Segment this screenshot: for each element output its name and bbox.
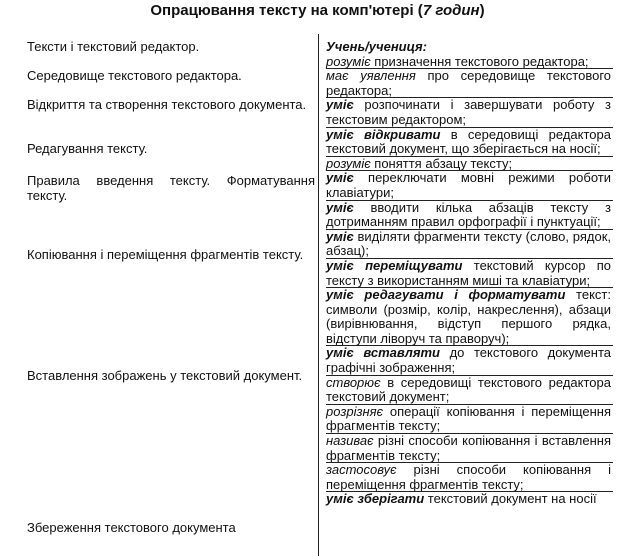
- title-text: Опрацювання тексту на комп'ютері (: [150, 2, 423, 19]
- topic-item: Правила введення тексту. Форматування тексту.: [27, 173, 315, 203]
- outcome-text: розпочинати і завершувати роботу з текстовим редактором;: [326, 97, 611, 127]
- outcome-text: в середовищі редактора текстовий документ, що зберігається на носії;: [326, 126, 611, 157]
- outcomes-column: [326, 40, 611, 507]
- outcome-text: про середовище текстового редактора;: [326, 68, 612, 98]
- outcome-item: [326, 128, 611, 157]
- outcome-item: [326, 463, 611, 492]
- outcome-verb: уміє переміщувати: [326, 257, 463, 273]
- outcome-verb: розуміє: [326, 155, 371, 171]
- topic-item: Відкриття та створення текстового документа.: [27, 97, 307, 112]
- topic-item: Середовище текстового редактора.: [27, 68, 242, 83]
- outcome-item: [326, 157, 611, 172]
- outcomes-header: Учень/учениця:: [326, 39, 428, 54]
- outcome-verb: уміє вставляти: [326, 345, 440, 361]
- outcome-item: [326, 69, 611, 98]
- outcome-verb: уміє редагувати і форматувати: [326, 287, 566, 303]
- outcome-item: [326, 201, 611, 230]
- outcome-item: [326, 98, 611, 127]
- outcome-item: [326, 492, 611, 507]
- outcome-item: [326, 259, 611, 288]
- outcome-verb: уміє: [326, 170, 354, 186]
- title-hours: 7 годин: [422, 2, 480, 19]
- outcome-item: [326, 230, 611, 259]
- topic-item: Тексти і текстовий редактор.: [27, 39, 200, 54]
- outcome-item: [326, 405, 611, 434]
- topic-item: Вставлення зображень у текстовий документ.: [27, 368, 303, 383]
- outcome-text: переключати мовні режими роботи клавіатури;: [326, 170, 611, 200]
- outcome-verb: створює: [326, 374, 381, 390]
- outcome-verb: застосовує: [326, 462, 397, 478]
- outcome-verb: має уявлення: [326, 68, 416, 84]
- outcome-verb: уміє відкривати: [326, 126, 441, 142]
- outcome-verb: уміє: [326, 97, 354, 113]
- column-divider: [318, 34, 319, 556]
- title-close: ): [479, 2, 485, 19]
- outcome-text: операції копіювання і переміщення фрагментів тексту;: [326, 403, 611, 434]
- outcome-item: [326, 376, 611, 405]
- outcome-text: в середовищі текстового редактора текстовий документ;: [326, 374, 611, 405]
- outcome-text: текстовий курсор по тексту з використанням миші та клавіатури;: [326, 257, 611, 288]
- topic-item: Копіювання і переміщення фрагментів тексту.: [27, 247, 304, 262]
- outcome-text: текстовий документ на носії: [424, 491, 597, 507]
- outcome-verb: розрізняє: [326, 403, 384, 419]
- outcome-verb: уміє зберігати: [326, 491, 425, 507]
- topic-item: Збереження текстового документа: [27, 520, 236, 535]
- outcome-item: [326, 346, 611, 375]
- outcome-verb: розуміє: [326, 53, 371, 69]
- outcome-item: [326, 288, 611, 346]
- outcome-item: [326, 55, 611, 70]
- outcome-verb: уміє: [326, 199, 354, 215]
- outcome-text: призначення текстового редактора;: [370, 53, 589, 69]
- outcome-text: до текстового документа графічні зображення;: [326, 345, 612, 376]
- outcome-text: вводити кілька абзаців тексту з дотриманням правил орфографії і пунктуації;: [326, 199, 611, 230]
- page-title: [0, 2, 635, 20]
- outcome-text: виділяти фрагменти тексту (слово, рядок, абзац);: [326, 228, 611, 259]
- outcome-verb: називає: [326, 433, 374, 449]
- outcome-text: різні способи копіювання і переміщення фрагментів тексту;: [326, 462, 611, 492]
- outcome-item: [326, 434, 611, 463]
- outcome-verb: уміє: [326, 228, 354, 244]
- outcome-item: [326, 171, 611, 200]
- outcome-text: різні способи копіювання і вставлення фрагментів тексту;: [326, 433, 611, 463]
- topic-item: Редагування тексту.: [27, 141, 148, 156]
- outcome-text: поняття абзацу тексту;: [370, 155, 513, 171]
- outcome-text: текст: символи (розмір, колір, накреслення), абзаци (вирівнювання, відступ першого рядка, відступи ліворуч та праворуч);: [326, 287, 611, 346]
